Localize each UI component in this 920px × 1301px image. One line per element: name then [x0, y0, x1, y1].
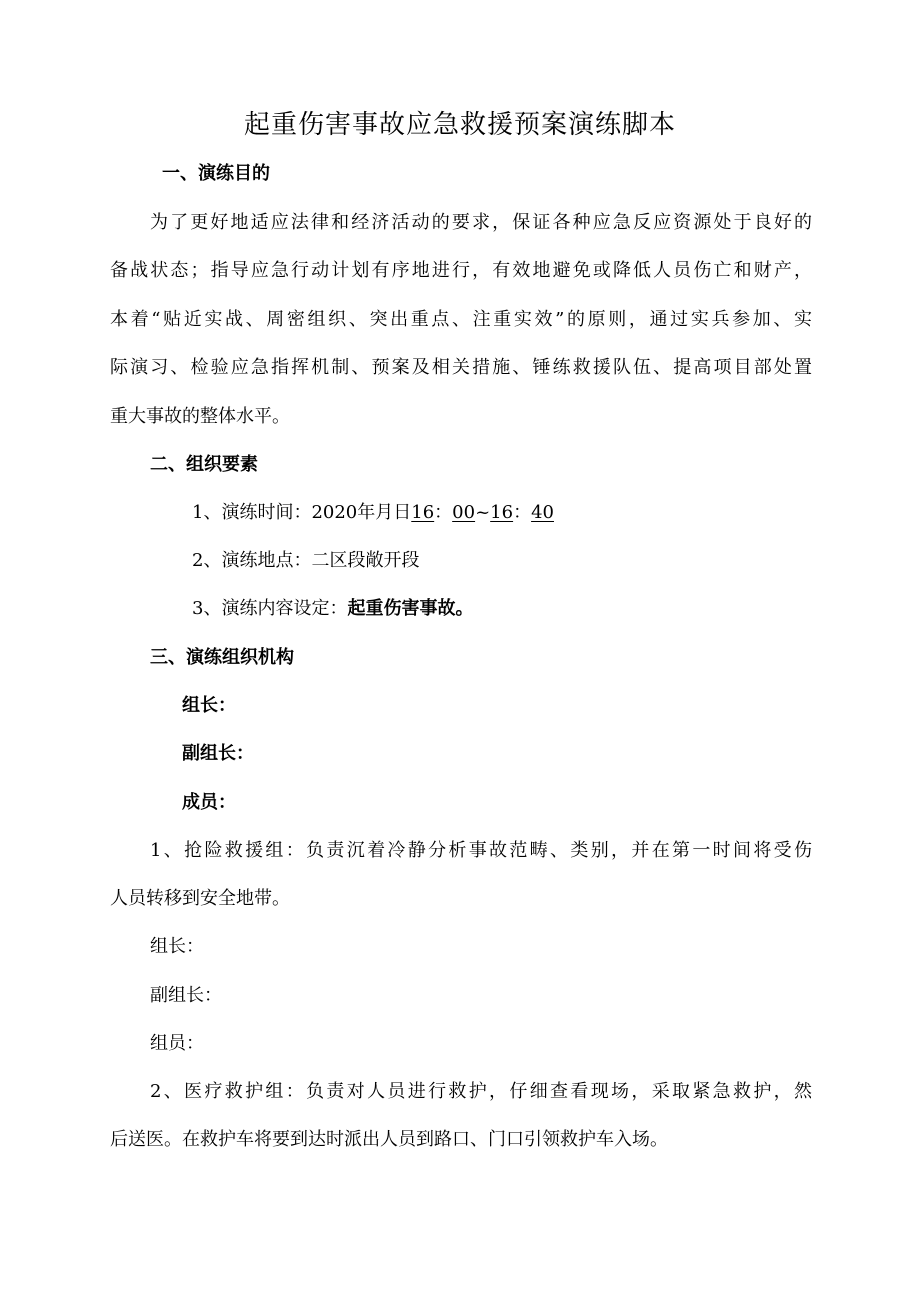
section1-para-line-5: 重大事故的整体水平。 [110, 406, 290, 427]
group1-deputy: 副组长： [150, 985, 222, 1006]
org-deputy: 副组长： [182, 743, 254, 764]
section2-heading: 二、组织要素 [150, 454, 258, 475]
group1-line-2: 人员转移到安全地带。 [110, 888, 290, 909]
drill-time [192, 501, 554, 525]
section1-heading: 一、演练目的 [162, 163, 270, 184]
drill-time-sep-1: ： [434, 502, 453, 523]
drill-content-value: 起重伤害事故。 [347, 598, 474, 619]
drill-location: 2、演练地点：二区段敞开段 [192, 550, 420, 571]
group1-member: 组员： [150, 1033, 204, 1054]
drill-content-label: 3、演练内容设定： [192, 598, 348, 619]
org-members: 成员： [182, 792, 236, 813]
drill-content [192, 597, 473, 621]
drill-time-end-minute: 40 [531, 502, 554, 523]
drill-time-end-hour: 16 [490, 502, 514, 523]
group2-line-2: 后送医。在救护车将要到达时派出人员到路口、门口引领救护车入场。 [110, 1129, 668, 1150]
drill-time-prefix: 1、演练时间：2020年月日 [192, 502, 412, 523]
org-leader: 组长： [182, 695, 236, 716]
group1-line-1: 1、抢险救援组：负责沉着冷静分析事故范畴、类别，并在第一时间将受伤 [150, 840, 812, 861]
group2-line-1: 2、医疗救护组：负责对人员进行救护，仔细查看现场，采取紧急救护，然 [150, 1081, 812, 1102]
document-title: 起重伤害事故应急救援预案演练脚本 [243, 110, 676, 140]
section1-para-line-4: 际演习、检验应急指挥机制、预案及相关措施、锤练救援队伍、提高项目部处置 [110, 357, 812, 378]
drill-time-start-hour: 16 [411, 502, 435, 523]
drill-time-start-minute: 00 [452, 502, 476, 523]
section3-heading: 三、演练组织机构 [150, 647, 294, 668]
group1-leader: 组长： [150, 936, 204, 957]
section1-para-line-3: 本着“贴近实战、周密组织、突出重点、注重实效”的原则，通过实兵参加、实 [110, 309, 812, 330]
section1-para-line-2: 备战状态；指导应急行动计划有序地进行，有效地避免或降低人员伤亡和财产， [110, 260, 812, 281]
section1-para-line-1: 为了更好地适应法律和经济活动的要求，保证各种应急反应资源处于良好的 [150, 212, 812, 233]
drill-time-tilde: ~ [475, 502, 491, 523]
drill-time-sep-2: ： [513, 502, 532, 523]
